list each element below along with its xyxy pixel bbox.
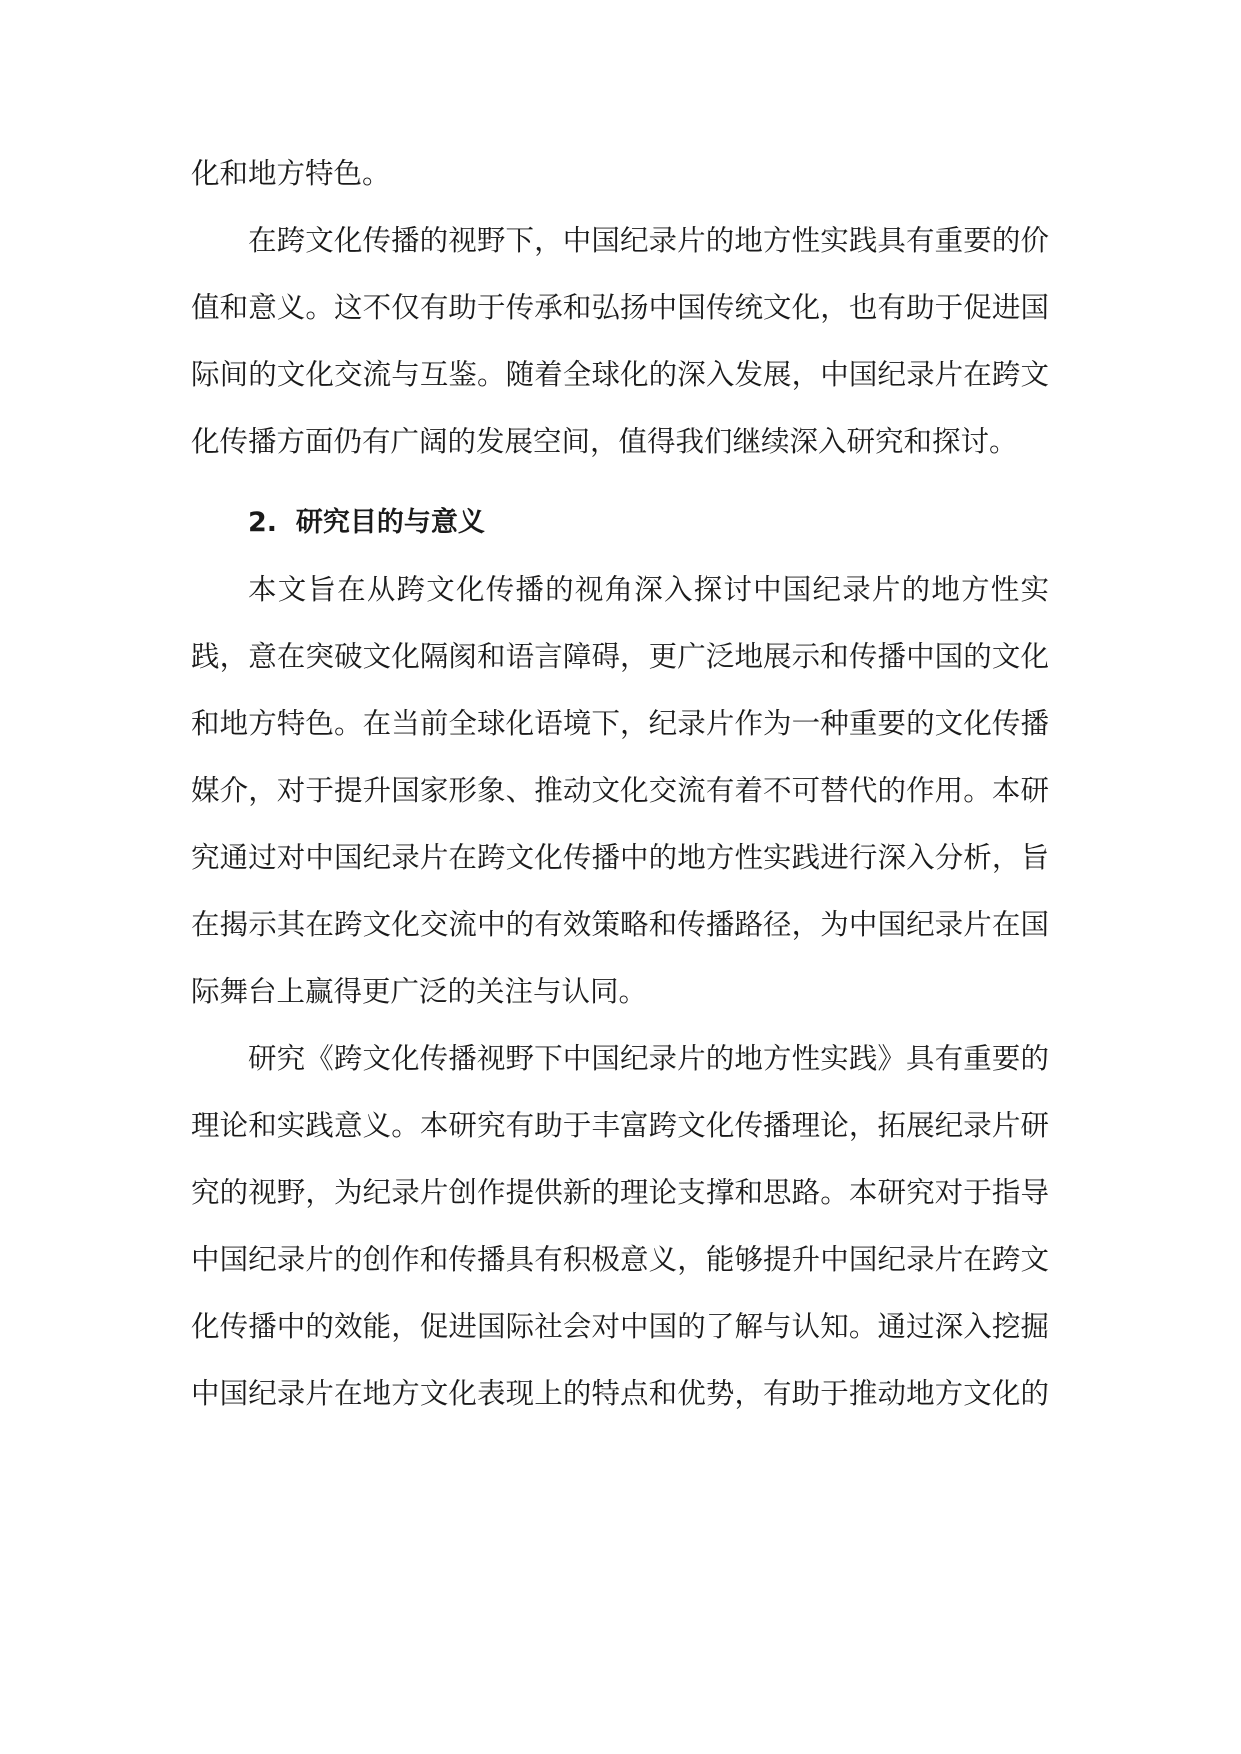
text-line: 中国纪录片的创作和传播具有积极意义，能够提升中国纪录片在跨文 [191,1243,1049,1276]
text-line: 本文旨在从跨文化传播的视角深入探讨中国纪录片的地方性实 [248,573,1049,606]
text-line: 化和地方特色。 [191,157,391,190]
text-line: 在跨文化传播的视野下，中国纪录片的地方性实践具有重要的价 [248,224,1049,257]
section-heading-text: 2. 研究目的与意义 [248,507,485,538]
text-line: 媒介，对于提升国家形象、推动文化交流有着不可替代的作用。本研 [191,774,1049,807]
document-body [191,140,1049,1427]
text-line: 究通过对中国纪录片在跨文化传播中的地方性实践进行深入分析，旨 [191,841,1049,874]
text-line: 际间的文化交流与互鉴。随着全球化的深入发展，中国纪录片在跨文 [191,358,1049,391]
paragraph [191,1025,1049,1427]
text-line: 践，意在突破文化隔阂和语言障碍，更广泛地展示和传播中国的文化 [191,640,1049,673]
paragraph [191,207,1049,475]
text-line: 际舞台上赢得更广泛的关注与认同。 [191,975,648,1008]
text-line: 值和意义。这不仅有助于传承和弘扬中国传统文化，也有助于促进国 [191,291,1049,324]
text-line: 在揭示其在跨文化交流中的有效策略和传播路径，为中国纪录片在国 [191,908,1049,941]
text-line: 究的视野，为纪录片创作提供新的理论支撑和思路。本研究对于指导 [191,1176,1049,1209]
text-line: 理论和实践意义。本研究有助于丰富跨文化传播理论，拓展纪录片研 [191,1109,1049,1142]
paragraph-continuation [191,140,1049,207]
text-line: 和地方特色。在当前全球化语境下，纪录片作为一种重要的文化传播 [191,707,1049,740]
section-heading [191,489,1049,556]
text-line: 化传播方面仍有广阔的发展空间，值得我们继续深入研究和探讨。 [191,425,1018,458]
text-line: 中国纪录片在地方文化表现上的特点和优势，有助于推动地方文化的 [191,1377,1049,1410]
text-line: 研究《跨文化传播视野下中国纪录片的地方性实践》具有重要的 [248,1042,1049,1075]
text-line: 化传播中的效能，促进国际社会对中国的了解与认知。通过深入挖掘 [191,1310,1049,1343]
paragraph [191,556,1049,1025]
